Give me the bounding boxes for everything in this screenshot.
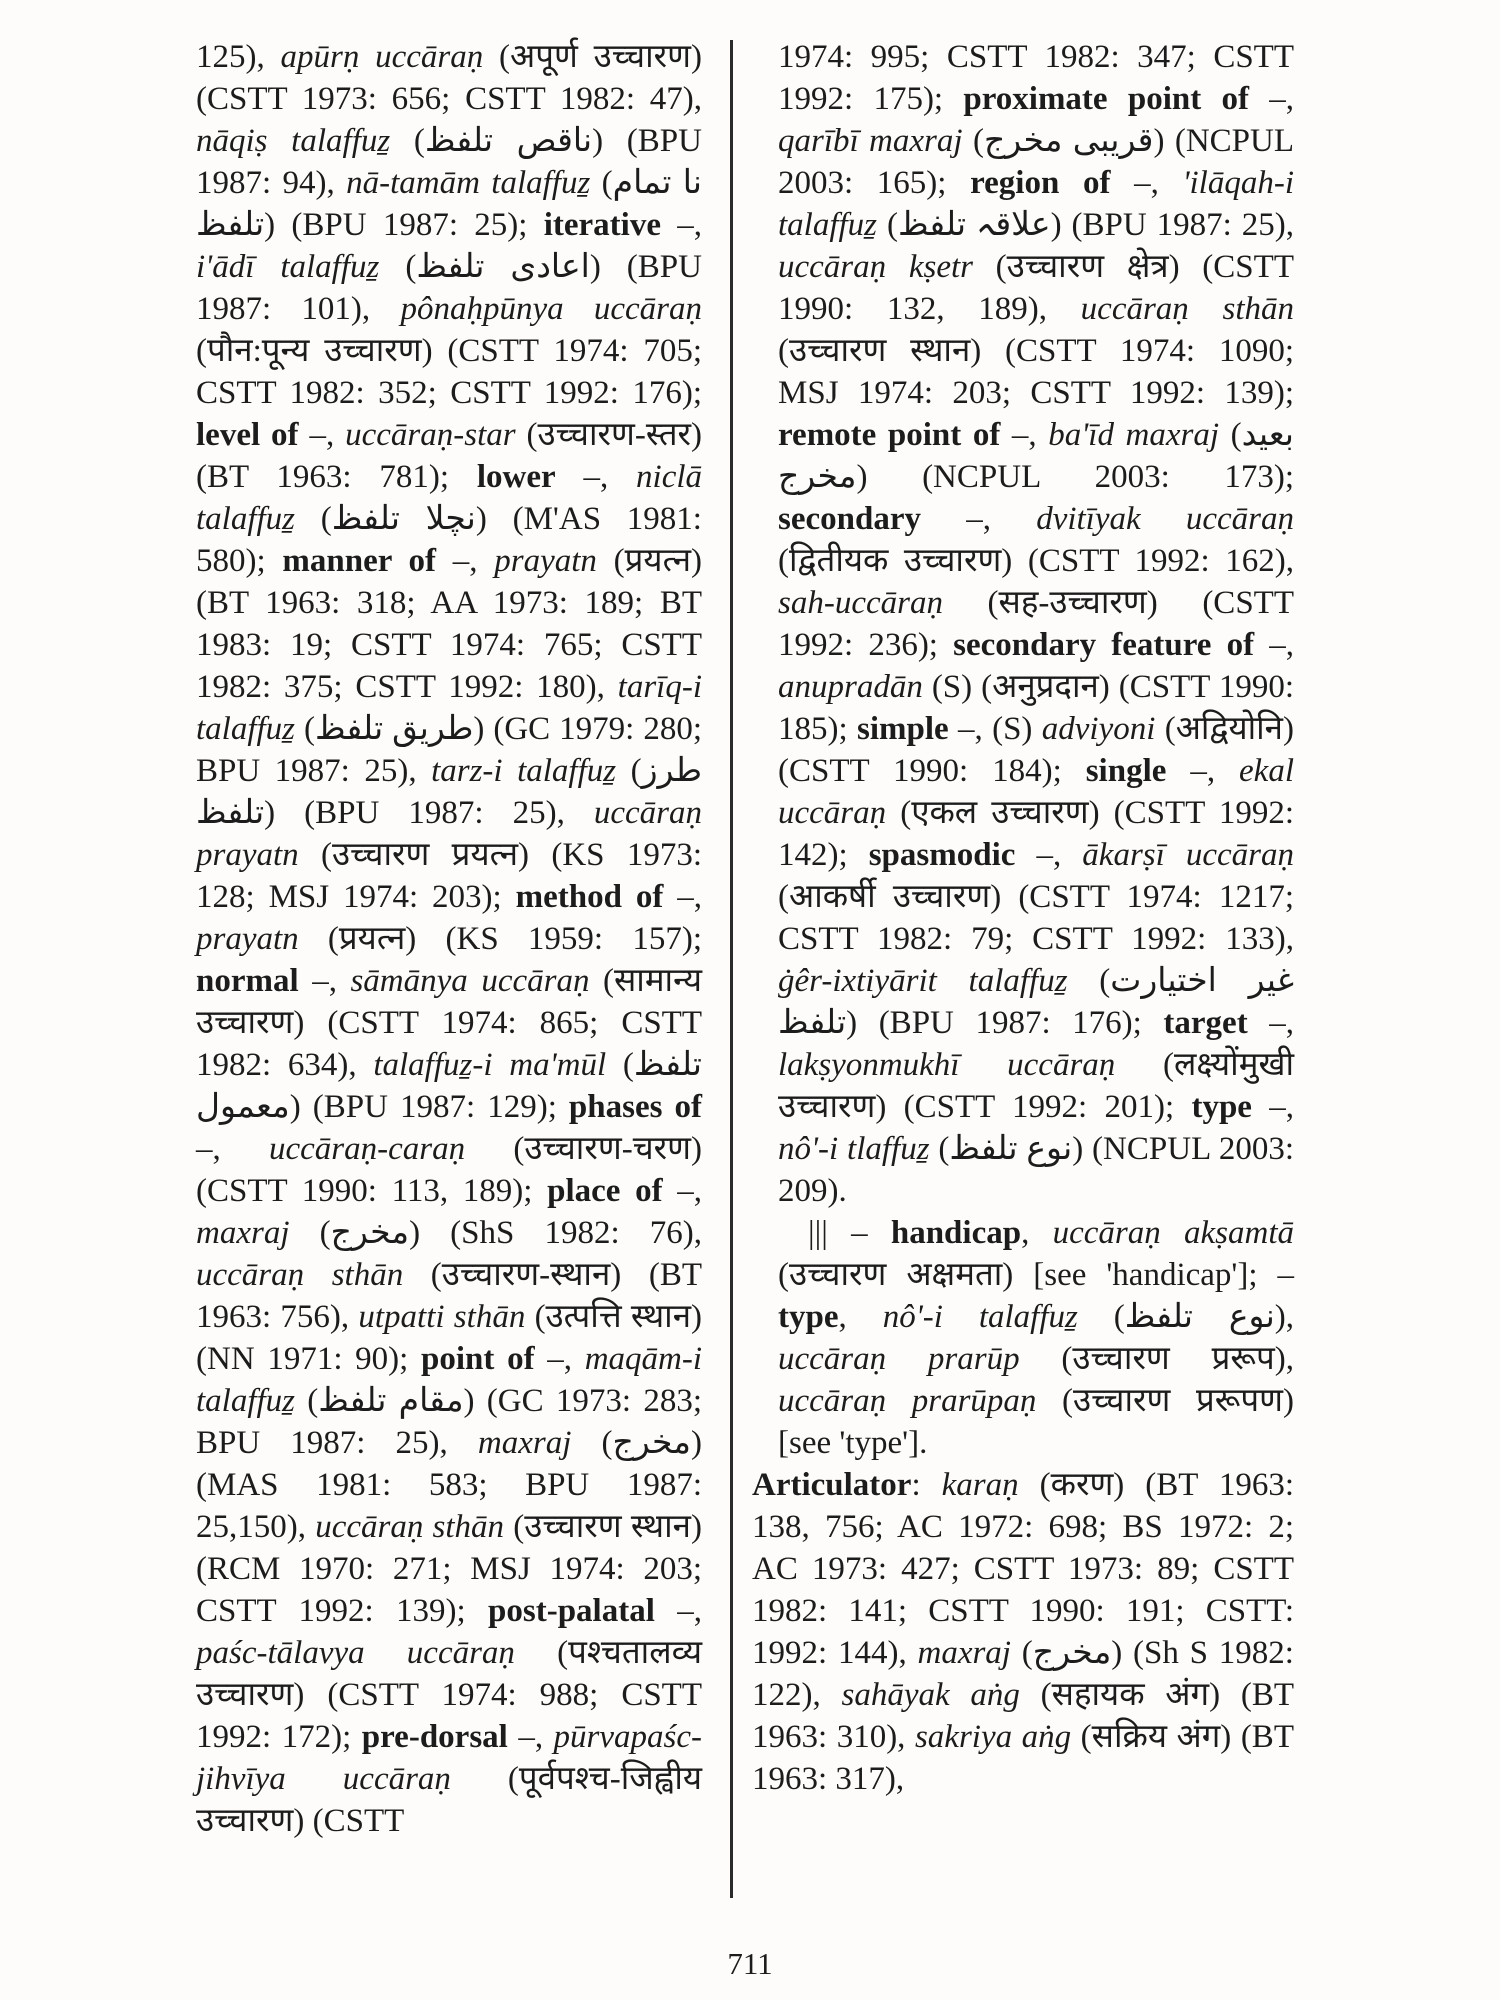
- text-run: (S) (अनुप्रदान) (CSTT 1990: 185);: [778, 669, 1294, 747]
- text-run: –,: [921, 501, 1037, 537]
- transliteration: niclā talaffuẕ: [196, 459, 703, 537]
- text-run: (अद्वियोनि) (CSTT 1990: 184);: [778, 711, 1294, 789]
- subentry-term: simple: [857, 711, 949, 747]
- text-run: (सामान्य उच्चारण) (CSTT 1974: 865; CSTT 1982: 634),: [196, 963, 702, 1083]
- transliteration: ekal uccāraṇ: [778, 753, 1294, 831]
- subentry-term: type: [1191, 1089, 1252, 1125]
- transliteration: prayatn: [196, 921, 299, 957]
- text-run: (पूर्वपश्च-जिह्वीय उच्चारण) (CSTT: [196, 1761, 703, 1839]
- text-run: (تلفظ معمول) (BPU 1987: 129);: [196, 1047, 702, 1125]
- text-run: (अपूर्ण उच्चारण) (CSTT 1973: 656; CSTT 1982: 47),: [196, 39, 702, 117]
- text-run: (उच्चारण अक्षमता) [see 'handicap']; –: [778, 1257, 1294, 1293]
- transliteration: tarīq-i talaffuẕ: [196, 669, 702, 747]
- subentry-term: secondary feature of: [953, 627, 1255, 663]
- page-number: 711: [727, 1946, 773, 1981]
- transliteration: uccāraṇ kṣetr: [778, 249, 973, 285]
- text-run: –,: [1248, 81, 1295, 117]
- text-run: :: [911, 1467, 942, 1503]
- text-run: (نوع تلفظ) (NCPUL 2003: 209).: [778, 1131, 1294, 1209]
- transliteration: nāqiṣ talaffuẕ: [196, 123, 391, 159]
- transliteration: 'ilāqah-i talaffuẕ: [778, 165, 1295, 243]
- transliteration: pônaḥpūnya uccāraṇ: [400, 291, 702, 327]
- text-run: (करण) (BT 1963: 138, 756; AC 1972: 698; BS 1972: 2; AC 1973: 427; CSTT 1973: 89; CSTT 1982: 141; CSTT 1990: 191; CSTT: 1992: 144),: [752, 1467, 1294, 1671]
- transliteration: uccāraṇ prarūp: [778, 1341, 1020, 1377]
- text-run: (مخرج) (Sh S 1982: 122),: [752, 1635, 1294, 1713]
- transliteration: nô'-i tlaffuẕ: [778, 1131, 930, 1167]
- transliteration: pūrvapaśc-jihvīya uccāraṇ: [196, 1719, 703, 1797]
- text-run: (उच्चारण प्ररूपण) [see 'type'].: [778, 1383, 1294, 1461]
- subentry-term: target: [1163, 1005, 1248, 1041]
- text-run: (उच्चारण स्थान) (RCM 1970: 271; MSJ 1974: 203; CSTT 1992: 139);: [196, 1509, 702, 1629]
- text-run: (उच्चारण प्रयत्न) (KS 1973: 128; MSJ 1974: 203);: [196, 837, 702, 915]
- transliteration: uccāraṇ sthān: [1080, 291, 1294, 327]
- text-run: –,: [1000, 417, 1049, 453]
- transliteration: uccāraṇ sthān: [196, 1257, 404, 1293]
- entry-paragraph: [752, 1464, 1294, 1800]
- text-run: –,: [555, 459, 637, 495]
- text-run: (आकर्षी उच्चारण) (CSTT 1974: 1217; CSTT 1982: 79; CSTT 1992: 133),: [778, 879, 1294, 957]
- text-run: (طرز تلفظ) (BPU 1987: 25),: [196, 753, 702, 831]
- text-run: (सक्रिय अंग) (BT 1963: 317),: [752, 1719, 1294, 1797]
- text-run: (उच्चारण स्थान) (CSTT 1974: 1090; MSJ 1974: 203; CSTT 1992: 139);: [778, 333, 1294, 411]
- left-column: [196, 36, 702, 1842]
- transliteration: qarībī maxraj: [778, 123, 963, 159]
- subentry-term: spasmodic: [868, 837, 1016, 873]
- text-run: (सह-उच्चारण) (CSTT 1992: 236);: [778, 585, 1294, 663]
- transliteration: maqām-i talaffuẕ: [196, 1341, 703, 1419]
- text-run: –,: [1251, 1089, 1294, 1125]
- column-divider: [730, 40, 733, 1898]
- subentry-term: remote point of: [778, 417, 1001, 453]
- text-run: –,: [436, 543, 495, 579]
- transliteration: karaṇ: [941, 1467, 1019, 1503]
- subentry-term: type: [778, 1299, 839, 1335]
- text-run: (اعادی تلفظ) (BPU 1987: 101),: [196, 249, 702, 327]
- text-run: (مخرج) (MAS 1981: 583; BPU 1987: 25,150),: [196, 1425, 702, 1545]
- transliteration: uccāraṇ prarūpaṇ: [778, 1383, 1037, 1419]
- text-run: (उत्पत्ति स्थान) (NN 1971: 90);: [196, 1299, 703, 1377]
- text-run: –,: [663, 879, 702, 915]
- text-run: –,: [654, 1593, 702, 1629]
- text-run: –,: [534, 1341, 585, 1377]
- subentry-term: manner of: [282, 543, 437, 579]
- transliteration: uccāraṇ-caraṇ: [268, 1131, 466, 1167]
- subentry-term: iterative: [543, 207, 661, 243]
- text-run: –,: [507, 1719, 554, 1755]
- transliteration: ba'īd maxraj: [1048, 417, 1220, 453]
- transliteration: prayatn: [494, 543, 597, 579]
- transliteration: dvitīyak uccāraṇ: [1036, 501, 1294, 537]
- transliteration: sah-uccāraṇ: [778, 585, 943, 621]
- subentry-term: normal: [196, 963, 299, 999]
- transliteration: maxraj: [917, 1635, 1011, 1671]
- right-column: [752, 36, 1295, 1800]
- text-run: (पौन:पून्य उच्चारण) (CSTT 1974: 705; CSTT 1982: 352; CSTT 1992: 176);: [196, 333, 702, 411]
- transliteration: i'ādī talaffuẕ: [196, 249, 380, 285]
- transliteration: sahāyak aṅg: [841, 1677, 1020, 1713]
- subentry-term: place of: [547, 1173, 663, 1209]
- text-run: (ناقص تلفظ) (BPU 1987: 94),: [196, 123, 702, 201]
- transliteration: maxraj: [196, 1215, 290, 1251]
- text-run: –,: [1166, 753, 1240, 789]
- subentry-term: lower: [476, 459, 556, 495]
- text-run: (نا تمام تلفظ) (BPU 1987: 25);: [196, 165, 702, 243]
- subentry-term: pre-dorsal: [361, 1719, 508, 1755]
- transliteration: utpatti sthān: [358, 1299, 526, 1335]
- subentry-term: phases of: [568, 1089, 703, 1125]
- text-run: –,: [1015, 837, 1083, 873]
- text-run: (उच्चारण-स्तर) (BT 1963: 781);: [196, 417, 702, 495]
- text-run: (द्वितीयक उच्चारण) (CSTT 1992: 162),: [778, 543, 1294, 579]
- text-run: –,: [298, 963, 351, 999]
- subentry-term: level of: [196, 417, 299, 453]
- subentry-term: region of: [970, 165, 1111, 201]
- text-run: (مقام تلفظ) (GC 1973: 283; BPU 1987: 25),: [196, 1383, 702, 1461]
- text-run: –,: [660, 207, 703, 243]
- transliteration: ākarṣī uccāraṇ: [1082, 837, 1294, 873]
- text-run: –,: [1110, 165, 1183, 201]
- transliteration: uccāraṇ sthān: [315, 1509, 505, 1545]
- transliteration: tarz-i talaffuẕ: [431, 753, 617, 789]
- transliteration: nā-tamām talaffuẕ: [346, 165, 591, 201]
- transliteration: apūrṇ uccāraṇ: [280, 39, 484, 75]
- text-run: –, (S): [948, 711, 1042, 747]
- subentry-term: proximate point of: [963, 81, 1249, 117]
- transliteration: uccāraṇ-star: [345, 417, 516, 453]
- text-run: –,: [1254, 627, 1295, 663]
- text-run: (نچلا تلفظ) (M'AS 1981: 580);: [196, 501, 702, 579]
- entry-paragraph: [778, 1212, 1294, 1464]
- text-run: (غیر اختیارت تلفظ) (BPU 1987: 176);: [778, 963, 1295, 1041]
- text-run: (प्रयत्न) (BT 1963: 318; AA 1973: 189; BT 1983: 19; CSTT 1974: 765; CSTT 1982: 375; CSTT 1992: 180),: [196, 543, 702, 705]
- text-run: ||| –: [808, 1215, 891, 1251]
- subentry-term: secondary: [778, 501, 921, 537]
- subentry-term: method of: [515, 879, 664, 915]
- text-run: (उच्चारण प्ररूप),: [1019, 1341, 1294, 1377]
- text-run: ,: [838, 1299, 883, 1335]
- subentry-term: post-palatal: [488, 1593, 655, 1629]
- text-run: (طریق تلفظ) (GC 1979: 280; BPU 1987: 25),: [196, 711, 702, 789]
- subentry-term: point of: [421, 1341, 535, 1377]
- transliteration: uccāraṇ akṣamtā: [1052, 1215, 1294, 1251]
- transliteration: ġêr-ixtiyārit talaffuẕ: [778, 963, 1068, 999]
- text-run: (علاقہ تلفظ) (BPU 1987: 25),: [877, 207, 1294, 243]
- entry-paragraph: [778, 36, 1294, 1212]
- text-run: –,: [196, 1131, 269, 1167]
- text-run: (उच्चारण-स्थान) (BT 1963: 756),: [196, 1257, 702, 1335]
- transliteration: uccāraṇ prayatn: [196, 795, 702, 873]
- text-run: –,: [1247, 1005, 1295, 1041]
- text-run: 1974: 995; CSTT 1982: 347; CSTT 1992: 175);: [778, 39, 1294, 117]
- transliteration: talaffuẕ-i ma'mūl: [373, 1047, 607, 1083]
- text-run: 125),: [196, 39, 281, 75]
- subentry-term: single: [1085, 753, 1167, 789]
- text-run: (بعید مخرج) (NCPUL 2003: 173);: [778, 417, 1294, 495]
- text-run: ,: [1021, 1215, 1053, 1251]
- text-run: –,: [298, 417, 346, 453]
- text-run: (पश्चतालव्य उच्चारण) (CSTT 1974: 988; CSTT 1992: 172);: [196, 1635, 702, 1755]
- text-run: (نوع تلفظ),: [1077, 1299, 1295, 1335]
- text-run: –,: [662, 1173, 702, 1209]
- text-run: (उच्चारण क्षेत्र) (CSTT 1990: 132, 189),: [778, 249, 1294, 327]
- text-run: (प्रयत्न) (KS 1959: 157);: [298, 921, 702, 957]
- transliteration: sakriya aṅg: [914, 1719, 1072, 1755]
- subentry-term: handicap: [890, 1215, 1022, 1251]
- text-run: (उच्चारण-चरण) (CSTT 1990: 113, 189);: [196, 1131, 702, 1209]
- headword: Articulator: [752, 1467, 912, 1503]
- transliteration: adviyoni: [1041, 711, 1156, 747]
- text-run: (सहायक अंग) (BT 1963: 310),: [752, 1677, 1294, 1755]
- text-run: (مخرج) (ShS 1982: 76),: [289, 1215, 702, 1251]
- entry-paragraph: [196, 36, 702, 1842]
- transliteration: nô'-i talaffuẕ: [882, 1299, 1078, 1335]
- transliteration: sāmānya uccāraṇ: [350, 963, 590, 999]
- transliteration: maxraj: [477, 1425, 572, 1461]
- transliteration: paśc-tālavya uccāraṇ: [196, 1635, 515, 1671]
- transliteration: anupradān: [778, 669, 923, 705]
- text-run: (लक्ष्योंमुखी उच्चारण) (CSTT 1992: 201);: [778, 1047, 1295, 1125]
- text-run: (एकल उच्चारण) (CSTT 1992: 142);: [778, 795, 1294, 873]
- transliteration: lakṣyonmukhī uccāraṇ: [778, 1047, 1116, 1083]
- text-run: (قریبی مخرج) (NCPUL 2003: 165);: [778, 123, 1294, 201]
